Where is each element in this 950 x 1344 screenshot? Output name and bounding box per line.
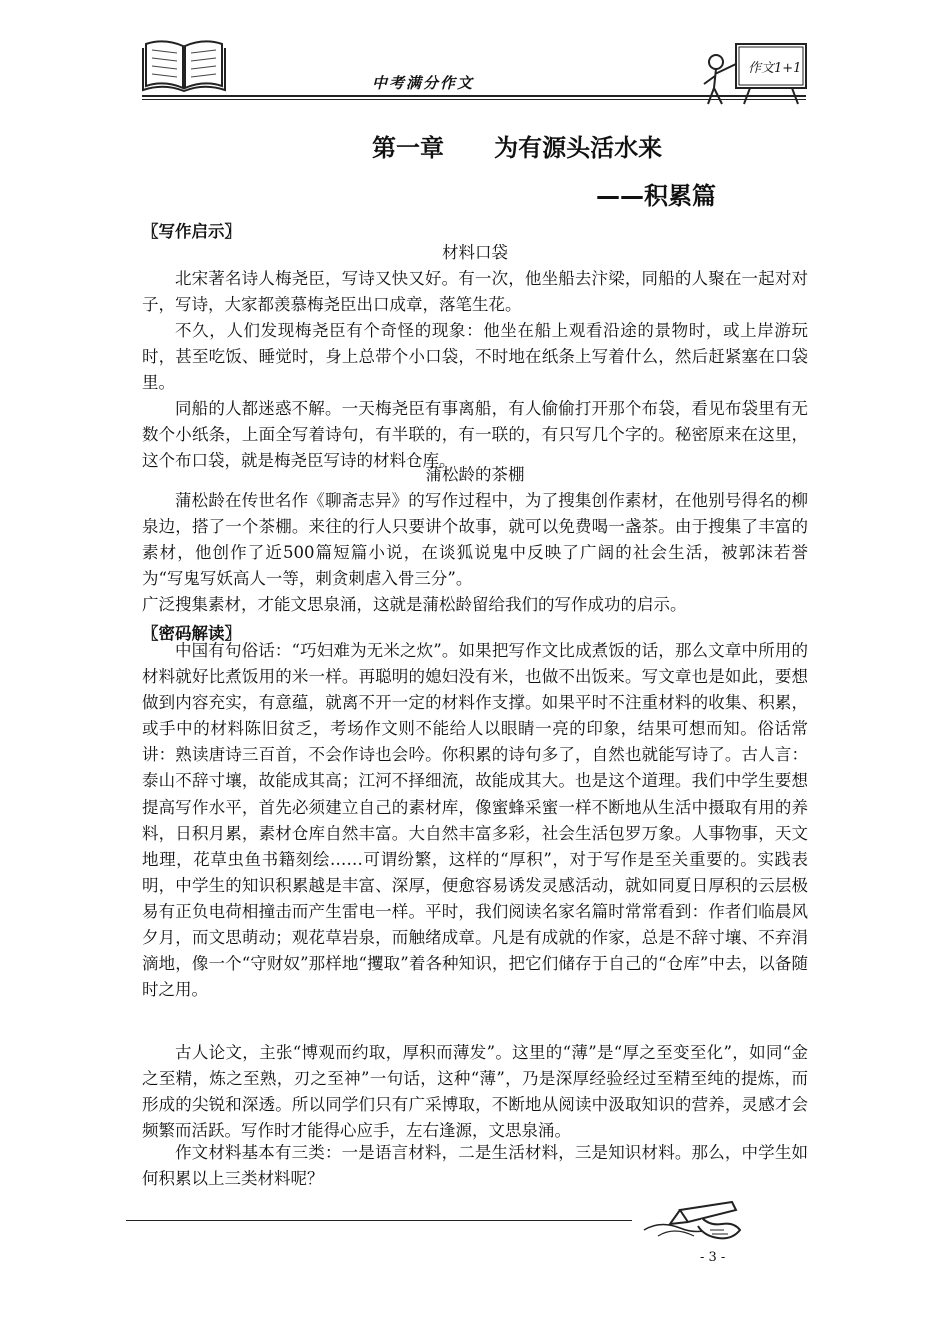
section-heading-code-interpretation: 〖密码解读〗 [142,624,241,643]
paragraph: 古人论文，主张“博观而约取，厚积而薄发”。这里的“薄”是“厚之至变至化”，如同“金之至精，炼之至熟，刃之至神”一句话，这种“薄”，乃是深厚经验经过至精至纯的提炼，而形成的尖锐和深透。所以同学们只有广采博取，不断地从阅读中汲取知识的营养，灵感才会频繁而活跃。写作时才能得心应手，左右逢源，文思泉涌。 [142,1043,808,1141]
board-text: 作文1+1 [748,61,802,76]
paragraph: 中国有句俗话：“巧妇难为无米之炊”。如果把写作文比成煮饭的话，那么文章中所用的材料就好比煮饭用的米一样。再聪明的媳妇没有米，也做不出饭来。写文章也是如此，要想做到内容充实，有意蕴，就离不开一定的材料作支撑。如果平时不注重材料的收集、积累，或手中的材料陈旧贫乏，考场作文则不能给人以眼睛一亮的印象，结果可想而知。俗话常讲：熟读唐诗三百首，不会作诗也会吟。你积累的诗句多了，自然也就能写诗了。古人言：泰山不辞寸壤，故能成其高；江河不择细流，故能成其大。也是这个道理。我们中学生要想提高写作水平，首先必须建立自己的素材库，像蜜蜂采蜜一样不断地从生活中摄取有用的养料，日积月累，素材仓库自然丰富。大自然丰富多彩，社会生活包罗万象。人事物事，天文地理，花草虫鱼书籍刻绘……可谓纷繁，这样的“厚积”，对于写作是至关重要的。实践表明，中学生的知识积累越是丰富、深厚，便愈容易诱发灵感活动，就如同夏日厚积的云层极易有正负电荷相撞击而产生雷电一样。平时，我们阅读名家名篇时常常看到：作者们临晨风夕月，而文思萌动；观花草岩泉，而触绪成章。凡是有成就的作家，总是不辞寸壤、不弃涓滴地，像一个“守财奴”那样地“攫取”着各种知识，把它们储存于自己的“仓库”中去，以备随时之用。 [142,641,808,1000]
paragraph: 蒲松龄在传世名作《聊斋志异》的写作过程中，为了搜集创作素材，在他别号得名的柳泉边，搭了一个茶棚。来往的行人只要讲个故事，就可以免费喝一盏茶。由于搜集了丰富的素材，他创作了近500篇短篇小说，在谈狐说鬼中反映了广阔的社会生活，被郭沫若誉为“写鬼写妖高人一等，刺贪刺虐入骨三分”。 [142,491,808,589]
paragraph: 同船的人都迷惑不解。一天梅尧臣有事离船，有人偷偷打开那个布袋，看见布袋里有无数个小纸条，上面全写着诗句，有半联的，有一联的，有只写几个字的。秘密原来在这里，这个布口袋，就是梅尧臣写诗的材料仓库。 [142,399,808,471]
book-icon [142,36,226,92]
chapter-subtitle: ——积累篇 [596,182,716,210]
paragraph: 不久，人们发现梅尧臣有个奇怪的现象：他坐在船上观看沿途的景物时，或上岸游玩时，甚至吃饭、睡觉时，身上总带个小口袋，不时地在纸条上写着什么，然后赶紧塞在口袋里。 [142,321,808,393]
pen-writing-icon [640,1196,744,1252]
teacher-blackboard-icon [700,40,810,106]
story-title-tea-shed: 蒲松龄的茶棚 [425,465,525,484]
section-heading-writing-inspiration: 〖写作启示〗 [142,222,241,241]
paragraph: 作文材料基本有三类：一是语言材料，二是生活材料，三是知识材料。那么，中学生如何积累以上三类材料呢？ [142,1143,808,1189]
story-title-material-pocket: 材料口袋 [442,243,508,262]
paragraph: 广泛搜集素材，才能文思泉涌，这就是蒲松龄留给我们的写作成功的启示。 [142,595,687,614]
chapter-title: 第一章 为有源头活水来 [372,134,663,162]
paragraph: 北宋著名诗人梅尧臣，写诗又快又好。有一次，他坐船去汴梁，同船的人聚在一起对对子，写诗，大家都羡慕梅尧臣出口成章，落笔生花。 [142,269,808,315]
page-number: - 3 - [700,1250,726,1265]
header-title: 中考满分作文 [372,74,475,92]
footer-divider [126,1220,632,1221]
